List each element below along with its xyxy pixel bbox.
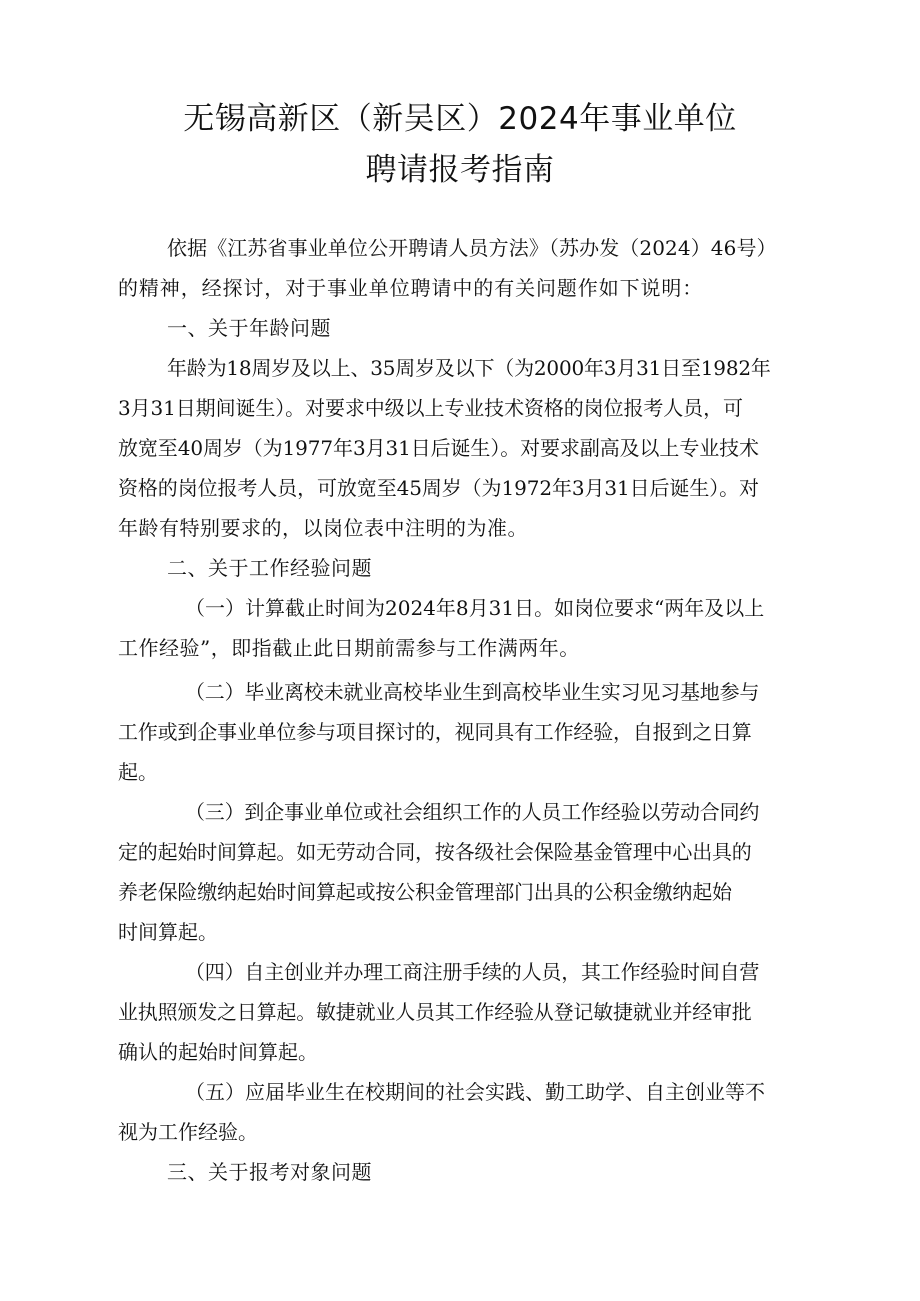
body-line: （二）毕业离校未就业高校毕业生到高校毕业生实习见习基地参与 [185,680,760,704]
section-heading: 一、关于年龄问题 [167,316,331,340]
body-line: 资格的岗位报考人员，可放宽至45周岁（为1972年3月31日后诞生）。对 [118,476,759,500]
body-line: 视为工作经验。 [118,1120,258,1144]
body-line: （五）应届毕业生在校期间的社会实践、勤工助学、自主创业等不 [185,1080,765,1104]
body-line: （三）到企事业单位或社会组织工作的人员工作经验以劳动合同约 [185,800,760,824]
body-line: 工作经验”，即指截止此日期前需参与工作满两年。 [118,636,580,660]
section-heading: 三、关于报考对象问题 [167,1160,372,1184]
body-line: 时间算起。 [118,920,218,944]
document-title-line1: 无锡高新区（新吴区）2024年事业单位 [183,101,737,137]
body-line: （四）自主创业并办理工商注册手续的人员，其工作经验时间自营 [185,960,760,984]
body-line: 起。 [118,760,158,784]
section-heading: 二、关于工作经验问题 [167,556,372,580]
body-line: 工作或到企事业单位参与项目探讨的，视同具有工作经验，自报到之日算 [118,720,752,744]
body-line: 的精神，经探讨，对于事业单位聘请中的有关问题作如下说明： [118,276,704,300]
document-title-line2: 聘请报考指南 [365,152,555,188]
body-line: 年龄有特别要求的，以岗位表中注明的为准。 [118,516,528,540]
body-line: 养老保险缴纳起始时间算起或按公积金管理部门出具的公积金缴纳起始 [118,880,732,904]
body-line: 业执照颁发之日算起。敏捷就业人员其工作经验从登记敏捷就业并经审批 [118,1000,752,1024]
body-line: 3月31日期间诞生）。对要求中级以上专业技术资格的岗位报考人员，可 [118,396,743,420]
body-line: 年龄为18周岁及以上、35周岁及以下（为2000年3月31日至1982年 [167,356,771,380]
body-line: 确认的起始时间算起。 [118,1040,318,1064]
body-line: 放宽至40周岁（为1977年3月31日后诞生）。对要求副高及以上专业技术 [118,436,759,460]
body-line: 依据《江苏省事业单位公开聘请人员方法》（苏办发（2024）46号） [167,236,777,260]
body-line: （一）计算截止时间为2024年8月31日。如岗位要求“两年及以上 [185,596,765,620]
body-line: 定的起始时间算起。如无劳动合同，按各级社会保险基金管理中心出具的 [118,840,752,864]
